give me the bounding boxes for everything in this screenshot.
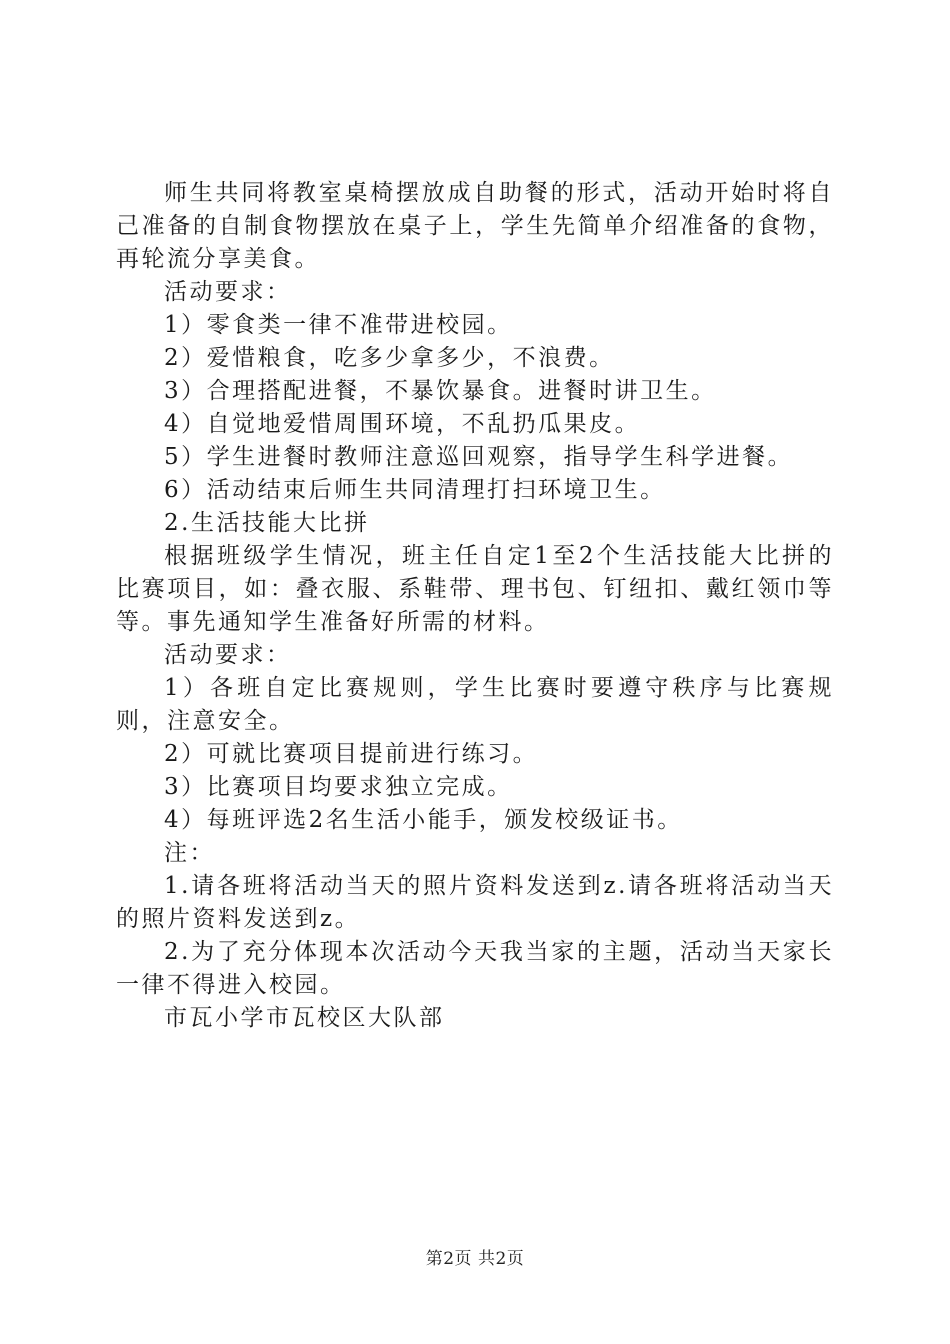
paragraph: 4）自觉地爱惜周围环境，不乱扔瓜果皮。 xyxy=(164,411,641,437)
paragraph: 4）每班评选2名生活小能手，颁发校级证书。 xyxy=(164,807,683,833)
paragraph: 5）学生进餐时教师注意巡回观察，指导学生科学进餐。 xyxy=(164,444,794,470)
paragraph: 3）合理搭配进餐，不暴饮暴食。进餐时讲卫生。 xyxy=(164,378,717,404)
paragraph: 6）活动结束后师生共同清理打扫环境卫生。 xyxy=(164,477,666,503)
paragraph: 2.为了充分体现本次活动今天我当家的主题，活动当天家长一律不得进入校园。 xyxy=(116,939,834,998)
paragraph: 1.请各班将活动当天的照片资料发送到z.请各班将活动当天的照片资料发送到z。 xyxy=(116,873,834,932)
paragraph: 2）可就比赛项目提前进行练习。 xyxy=(164,741,539,767)
paragraph: 活动要求： xyxy=(164,642,292,668)
paragraph: 活动要求： xyxy=(164,279,292,305)
paragraph: 根据班级学生情况，班主任自定1至2个生活技能大比拼的比赛项目，如：叠衣服、系鞋带、理书包、钉纽扣、戴红领巾等等。事先通知学生准备好所需的材料。 xyxy=(116,543,834,635)
section-heading: 2.生活技能大比拼 xyxy=(164,510,370,536)
paragraph: 1）各班自定比赛规则，学生比赛时要遵守秩序与比赛规则，注意安全。 xyxy=(116,675,834,734)
paragraph: 师生共同将教室桌椅摆放成自助餐的形式，活动开始时将自己准备的自制食物摆放在桌子上，学生先简单介绍准备的食物，再轮流分享美食。 xyxy=(116,180,834,272)
paragraph: 1）零食类一律不准带进校园。 xyxy=(164,312,513,338)
document-body xyxy=(116,177,834,1035)
paragraph: 2）爱惜粮食，吃多少拿多少，不浪费。 xyxy=(164,345,615,371)
note-label: 注： xyxy=(164,840,215,866)
paragraph: 3）比赛项目均要求独立完成。 xyxy=(164,774,513,800)
signature-line: 市瓦小学市瓦校区大队部 xyxy=(164,1005,445,1031)
page-footer: 第2页 共2页 xyxy=(425,1249,525,1269)
